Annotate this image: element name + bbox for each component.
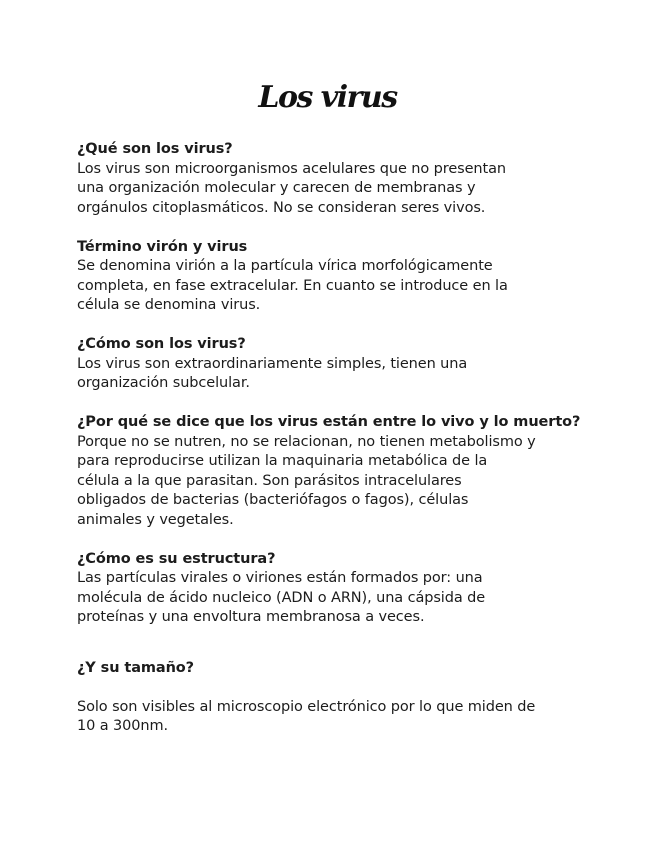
- section-tamano: [77, 659, 597, 737]
- section-body: Los virus son microorganismos acelulares que no presentan una organización molecular y carecen de membranas y orgánulos citoplasmáticos. No se consideran seres vivos.: [77, 160, 506, 216]
- section-body: Se denomina virión a la partícula vírica morfológicamente completa, en fase extracelular. En cuanto se introduce en la célula se denomina virus.: [77, 258, 508, 313]
- section-body: Solo son visibles al microscopio electrónico por lo que miden de 10 a 300nm.: [77, 698, 536, 734]
- section-vivo-muerto: [77, 413, 597, 530]
- section-body: Porque no se nutren, no se relacionan, no tienen metabolismo y para reproducirse utilizan la maquinaria metabólica de la célula a la que parasitan. Son parásitos intracelulares obligados de bacterias (bacteriófagos o fagos), células animales y vegetales.: [77, 433, 536, 528]
- section-heading: Término virón y virus: [77, 238, 248, 255]
- section-virion-y-virus: [77, 238, 597, 316]
- document-content: [77, 140, 597, 756]
- section-heading: ¿Qué son los virus?: [77, 141, 233, 157]
- section-que-son: [77, 140, 597, 218]
- section-heading: ¿Cómo es su estructura?: [77, 550, 276, 567]
- section-body: Los virus son extraordinariamente simples, tienen una organización subcelular.: [77, 355, 468, 391]
- section-como-son: [77, 335, 597, 394]
- section-heading: ¿Y su tamaño?: [77, 659, 194, 676]
- section-heading: ¿Por qué se dice que los virus están entre lo vivo y lo muerto?: [77, 414, 581, 430]
- section-body: Las partículas virales o viriones están formados por: una molécula de ácido nucleico (ADN o ARN), una cápsida de proteínas y una envoltura membranosa a veces.: [77, 570, 486, 625]
- section-estructura: [77, 550, 597, 628]
- section-heading: ¿Cómo son los virus?: [77, 336, 246, 352]
- document-title: Los virus: [258, 80, 397, 115]
